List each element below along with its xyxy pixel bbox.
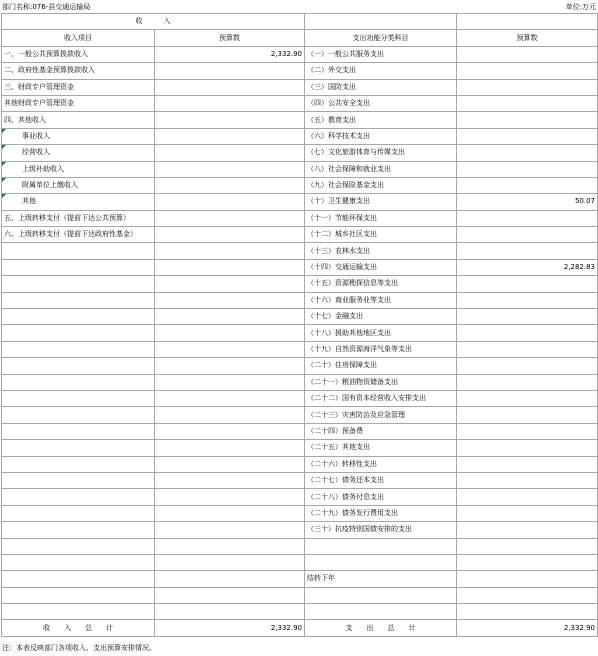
income-total-value: 2,332.90 — [155, 620, 305, 636]
expense-amount-cell — [457, 276, 598, 292]
footnote: 注：本表反映部门各项收入、支出预算安排情况。 — [2, 644, 156, 652]
income-item-cell — [2, 538, 155, 554]
income-item-cell — [2, 440, 155, 456]
expense-amount-cell — [457, 440, 598, 456]
income-item-cell — [2, 325, 155, 341]
income-item-cell: 附属单位上缴收入 — [2, 177, 155, 193]
income-item-cell — [2, 456, 155, 472]
income-item-cell — [2, 587, 155, 603]
department-name: 部门名称:076-县交通运输局 — [2, 3, 91, 11]
expense-amount-cell — [457, 63, 598, 79]
table-row — [2, 374, 598, 390]
income-item-cell — [2, 259, 155, 275]
col-income-item: 收入项目 — [2, 30, 155, 46]
income-amount-cell — [155, 63, 305, 79]
income-item-cell: 经营收入 — [2, 145, 155, 161]
income-group-header: 收 入 — [2, 14, 305, 30]
expense-amount-cell — [457, 390, 598, 406]
table-row — [2, 472, 598, 488]
expense-amount-cell — [457, 325, 598, 341]
expense-amount-cell — [457, 538, 598, 554]
income-amount-cell — [155, 604, 305, 620]
expense-amount-cell — [457, 407, 598, 423]
expense-item-cell: （十二）城乡社区支出 — [305, 227, 457, 243]
expense-item-cell: （二十四）预备费 — [305, 423, 457, 439]
expense-amount-cell — [457, 177, 598, 193]
expense-item-cell: （二十三）灾害防治及应急管理 — [305, 407, 457, 423]
table-row — [2, 63, 598, 79]
income-amount-cell — [155, 423, 305, 439]
col-expense-amount: 预算数 — [457, 30, 598, 46]
income-item-cell — [2, 554, 155, 570]
table-row — [2, 128, 598, 144]
table-row — [2, 604, 598, 620]
expense-amount-cell — [457, 374, 598, 390]
income-item-cell — [2, 407, 155, 423]
expense-item-cell: （十八）援助其他地区支出 — [305, 325, 457, 341]
income-item-cell: 其他财政专户管理资金 — [2, 95, 155, 111]
expense-item-cell: （二十六）转移性支出 — [305, 456, 457, 472]
expense-amount-cell — [457, 243, 598, 259]
income-amount-cell — [155, 128, 305, 144]
expense-item-cell: （十六）商业服务业等支出 — [305, 292, 457, 308]
table-row — [2, 358, 598, 374]
income-amount-cell — [155, 145, 305, 161]
expense-amount-cell — [457, 456, 598, 472]
income-item-cell — [2, 472, 155, 488]
income-group-header-row — [2, 14, 598, 30]
expense-amount-cell — [457, 587, 598, 603]
income-amount-cell — [155, 587, 305, 603]
income-amount-cell: 2,332.90 — [155, 46, 305, 62]
income-item-cell — [2, 358, 155, 374]
table-row — [2, 79, 598, 95]
income-item-cell — [2, 423, 155, 439]
expense-item-cell: （五）教育支出 — [305, 112, 457, 128]
unit-label: 单位:万元 — [565, 3, 596, 11]
table-row — [2, 46, 598, 62]
income-amount-cell — [155, 194, 305, 210]
income-item-cell: 上级补助收入 — [2, 161, 155, 177]
table-row — [2, 423, 598, 439]
income-amount-cell — [155, 456, 305, 472]
table-row — [2, 407, 598, 423]
expense-amount-cell — [457, 571, 598, 587]
expense-amount-cell — [457, 128, 598, 144]
table-row — [2, 259, 598, 275]
income-amount-cell — [155, 407, 305, 423]
table-row — [2, 227, 598, 243]
empty-cell — [305, 14, 457, 30]
income-item-cell: 六、上级转移支付（提前下达政府性基金） — [2, 227, 155, 243]
expense-item-cell: （九）社会保险基金支出 — [305, 177, 457, 193]
expense-amount-cell — [457, 505, 598, 521]
table-body — [2, 46, 598, 620]
income-item-cell — [2, 489, 155, 505]
income-item-cell — [2, 604, 155, 620]
expense-item-cell: （一）一般公共服务支出 — [305, 46, 457, 62]
expense-amount-cell — [457, 554, 598, 570]
income-amount-cell — [155, 341, 305, 357]
expense-item-cell: （六）科学技术支出 — [305, 128, 457, 144]
expense-item-cell: （八）社会保障和就业支出 — [305, 161, 457, 177]
expense-item-cell: （二十）住房保障支出 — [305, 358, 457, 374]
expense-amount-cell — [457, 522, 598, 538]
expense-item-cell: （十九）自然资源海洋气象等支出 — [305, 341, 457, 357]
expense-amount-cell — [457, 423, 598, 439]
table-row — [2, 177, 598, 193]
expense-item-cell: （七）文化旅游体育与传媒支出 — [305, 145, 457, 161]
expense-total-label: 支 出 总 计 — [305, 620, 457, 636]
expense-item-cell: （十七）金融支出 — [305, 309, 457, 325]
income-amount-cell — [155, 292, 305, 308]
expense-item-cell: （三）国防支出 — [305, 79, 457, 95]
table-row — [2, 341, 598, 357]
income-item-cell — [2, 522, 155, 538]
expense-item-cell: （十一）节能环保支出 — [305, 210, 457, 226]
table-row — [2, 292, 598, 308]
income-item-cell: 一、一般公共预算拨款收入 — [2, 46, 155, 62]
income-amount-cell — [155, 95, 305, 111]
expense-item-cell: （四）公共安全支出 — [305, 95, 457, 111]
income-amount-cell — [155, 571, 305, 587]
income-amount-cell — [155, 259, 305, 275]
table-row — [2, 145, 598, 161]
expense-item-cell: （二十七）债务还本支出 — [305, 472, 457, 488]
income-item-cell — [2, 390, 155, 406]
table-row — [2, 587, 598, 603]
income-item-cell: 三、财政专户管理资金 — [2, 79, 155, 95]
table-row — [2, 161, 598, 177]
expense-item-cell — [305, 538, 457, 554]
expense-item-cell: （二十二）国有资本经营收入安排支出 — [305, 390, 457, 406]
expense-amount-cell — [457, 112, 598, 128]
expense-total-value: 2,332.90 — [457, 620, 598, 636]
expense-item-cell — [305, 604, 457, 620]
expense-item-cell: （十）卫生健康支出 — [305, 194, 457, 210]
income-amount-cell — [155, 489, 305, 505]
table-row — [2, 95, 598, 111]
income-amount-cell — [155, 79, 305, 95]
table-row — [2, 505, 598, 521]
income-item-cell — [2, 309, 155, 325]
expense-item-cell — [305, 554, 457, 570]
income-amount-cell — [155, 161, 305, 177]
income-amount-cell — [155, 358, 305, 374]
expense-amount-cell — [457, 341, 598, 357]
expense-amount-cell: 50.07 — [457, 194, 598, 210]
income-amount-cell — [155, 112, 305, 128]
expense-item-cell: （三十）抗疫特别国债安排的支出 — [305, 522, 457, 538]
table-row — [2, 571, 598, 587]
table-row — [2, 210, 598, 226]
column-header-row — [2, 30, 598, 46]
income-item-cell: 五、上级转移支付（提前下达公共预算） — [2, 210, 155, 226]
expense-amount-cell — [457, 489, 598, 505]
income-item-cell: 二、政府性基金预算拨款收入 — [2, 63, 155, 79]
sheet-header — [2, 2, 596, 12]
col-expense-item: 支出功能分类科目 — [305, 30, 457, 46]
income-amount-cell — [155, 309, 305, 325]
col-income-amount: 预算数 — [155, 30, 305, 46]
expense-item-cell: （二十一）粮油物资储备支出 — [305, 374, 457, 390]
table-row — [2, 194, 598, 210]
expense-amount-cell — [457, 309, 598, 325]
income-item-cell: 四、其他收入 — [2, 112, 155, 128]
expense-amount-cell — [457, 145, 598, 161]
income-amount-cell — [155, 472, 305, 488]
expense-amount-cell — [457, 79, 598, 95]
income-item-cell — [2, 374, 155, 390]
expense-amount-cell — [457, 292, 598, 308]
income-amount-cell — [155, 243, 305, 259]
table-row — [2, 309, 598, 325]
expense-item-cell: （十三）农林水支出 — [305, 243, 457, 259]
budget-table — [1, 13, 598, 637]
income-amount-cell — [155, 374, 305, 390]
income-amount-cell — [155, 227, 305, 243]
expense-amount-cell — [457, 604, 598, 620]
expense-item-cell: （二十八）债务付息支出 — [305, 489, 457, 505]
income-amount-cell — [155, 276, 305, 292]
total-row — [2, 620, 598, 636]
income-item-cell — [2, 243, 155, 259]
table-row — [2, 440, 598, 456]
empty-cell — [457, 14, 598, 30]
expense-amount-cell — [457, 95, 598, 111]
expense-item-cell — [305, 587, 457, 603]
income-amount-cell — [155, 522, 305, 538]
income-item-cell — [2, 571, 155, 587]
income-amount-cell — [155, 538, 305, 554]
expense-item-cell: （十五）资源勘探信息等支出 — [305, 276, 457, 292]
table-row — [2, 325, 598, 341]
table-row — [2, 538, 598, 554]
income-amount-cell — [155, 440, 305, 456]
expense-item-cell: （二十五）其他支出 — [305, 440, 457, 456]
expense-item-cell: （二十九）债务发行费用支出 — [305, 505, 457, 521]
income-item-cell: 事业收入 — [2, 128, 155, 144]
table-row — [2, 554, 598, 570]
income-item-cell — [2, 292, 155, 308]
income-amount-cell — [155, 505, 305, 521]
income-item-cell — [2, 276, 155, 292]
expense-amount-cell — [457, 227, 598, 243]
expense-item-cell: 结转下年 — [305, 571, 457, 587]
income-amount-cell — [155, 554, 305, 570]
expense-amount-cell — [457, 358, 598, 374]
table-row — [2, 390, 598, 406]
expense-amount-cell — [457, 46, 598, 62]
income-amount-cell — [155, 390, 305, 406]
expense-item-cell: （二）外交支出 — [305, 63, 457, 79]
income-item-cell — [2, 505, 155, 521]
income-total-label: 收 入 总 计 — [2, 620, 155, 636]
table-row — [2, 489, 598, 505]
income-item-cell — [2, 341, 155, 357]
expense-amount-cell — [457, 472, 598, 488]
table-row — [2, 112, 598, 128]
table-row — [2, 276, 598, 292]
table-row — [2, 456, 598, 472]
table-row — [2, 522, 598, 538]
income-item-cell: 其他 — [2, 194, 155, 210]
expense-item-cell: （十四）交通运输支出 — [305, 259, 457, 275]
income-amount-cell — [155, 325, 305, 341]
table-row — [2, 243, 598, 259]
income-amount-cell — [155, 177, 305, 193]
expense-amount-cell: 2,282.83 — [457, 259, 598, 275]
expense-amount-cell — [457, 210, 598, 226]
expense-amount-cell — [457, 161, 598, 177]
income-amount-cell — [155, 210, 305, 226]
